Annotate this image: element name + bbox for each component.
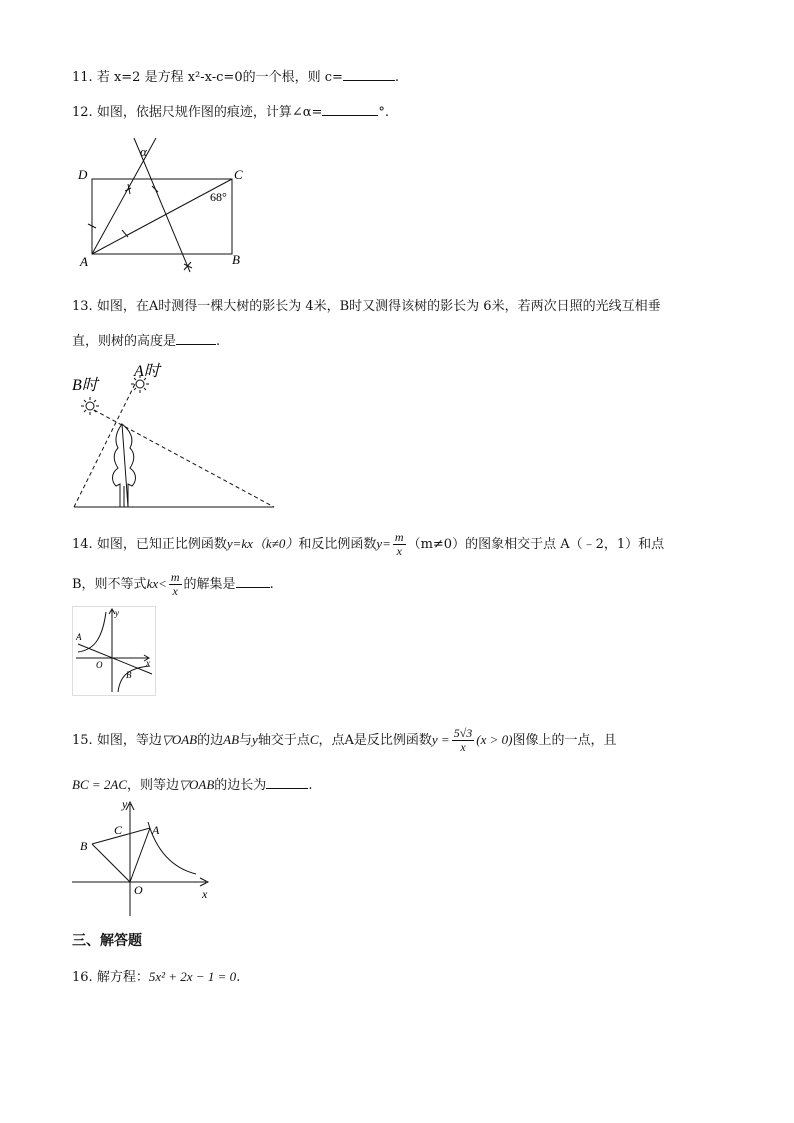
q15-fn-fraction <box>452 727 475 754</box>
question-13-line-1 <box>72 298 661 316</box>
hyperbola-right <box>118 666 150 692</box>
q13-text-2: 直，则树的高度是 <box>72 334 177 349</box>
q15-c: C <box>309 732 319 747</box>
q12-end: °. <box>378 105 390 120</box>
label-b: B <box>80 839 88 853</box>
figure-14-function-graph <box>72 606 156 696</box>
label-a: A <box>152 823 160 837</box>
q14-inverse-fraction <box>393 531 406 558</box>
q15-answer-blank[interactable] <box>266 774 308 789</box>
q12-number: 12. <box>72 105 93 120</box>
label-y: y <box>115 608 119 618</box>
q15-mid3: 轴交于点 <box>257 733 310 748</box>
q14-inequality-fraction <box>169 571 182 598</box>
question-11 <box>72 66 399 87</box>
label-b-time: B时 <box>72 377 98 394</box>
q14-pre: 如图，已知正比例函数 <box>96 537 227 552</box>
q15-line2-post: 的边长为 <box>214 778 267 793</box>
q14-inverse-numerator: m <box>394 530 404 544</box>
arc-mark <box>184 262 191 270</box>
label-c: C <box>234 167 243 182</box>
q11-number: 11. <box>72 70 93 85</box>
q15-ab: AB <box>223 732 240 747</box>
figure-15-equilateral-triangle <box>72 796 222 920</box>
q13-number: 13. <box>72 299 93 314</box>
side-ob <box>92 844 130 882</box>
q15-fn-numerator: 5√3 <box>453 726 473 740</box>
q15-number: 15. <box>72 733 93 748</box>
label-x: x <box>146 658 150 668</box>
q13-text-1: 如图，在A时测得一棵大树的影长为 4米，B时又测得该树的影长为 6米，若两次日照的光线互相垂 <box>96 299 661 314</box>
label-angle-68: 68° <box>210 190 227 204</box>
label-d: D <box>78 167 88 182</box>
q15-mid1: 的边 <box>197 733 224 748</box>
question-15-line-1 <box>72 726 617 755</box>
q13-answer-blank[interactable] <box>176 330 216 345</box>
q14-ineq-denominator: x <box>169 584 182 598</box>
q15-line2-mid: ，则等边 <box>127 778 180 793</box>
q16-text: 解方程： <box>96 970 149 985</box>
question-14-line-2 <box>72 570 274 599</box>
label-o: O <box>96 660 103 670</box>
question-16 <box>72 968 240 987</box>
q14-linear-function: y=kx（k≠0） <box>226 536 299 551</box>
figure-12-rectangle-construction <box>72 134 262 280</box>
arc-mark <box>152 186 158 192</box>
q15-fn-denominator: x <box>452 740 475 754</box>
q13-end: . <box>216 334 221 349</box>
q14-end: . <box>269 577 274 592</box>
q14-line2-pre: B，则不等式 <box>72 577 147 592</box>
q15-post: 图像上的一点，且 <box>512 733 617 748</box>
label-a: A <box>76 632 82 642</box>
q14-inverse-denominator: x <box>393 544 406 558</box>
q11-text: 若 x=2 是方程 x²-x-c=0的一个根，则 c= <box>96 70 343 85</box>
q14-answer-blank[interactable] <box>236 573 270 588</box>
q16-equation: 5x² + 2x − 1 = 0 <box>148 969 237 984</box>
q15-fn-condition: (x > 0) <box>476 732 513 747</box>
q15-fn-y: y = <box>431 732 450 747</box>
q14-mid: 和反比例函数 <box>298 537 377 552</box>
q12-text: 如图，依据尺规作图的痕迹，计算∠α= <box>96 105 323 120</box>
q15-triangle: ▽OAB <box>161 732 198 747</box>
q15-line2-triangle: ▽OAB <box>179 777 215 792</box>
q14-inequality: kx< <box>146 576 167 591</box>
figure-13-tree-shadow <box>70 362 280 512</box>
label-x: x <box>202 887 208 901</box>
label-c: C <box>114 823 123 837</box>
label-b: B <box>126 670 132 680</box>
q14-line2-post: 的解集是 <box>183 577 236 592</box>
side-oa <box>130 828 150 882</box>
question-15-line-2 <box>72 774 312 795</box>
q15-end: . <box>308 778 313 793</box>
q16-number: 16. <box>72 970 93 985</box>
q15-y: y <box>252 732 258 747</box>
q14-number: 14. <box>72 537 93 552</box>
question-13-line-2 <box>72 330 220 351</box>
q14-post: 的图象相交于点 A（﹣2，1）和点 <box>465 537 665 552</box>
q15-mid2: 与 <box>239 733 253 748</box>
q15-bc-equation: BC = 2AC <box>72 777 127 792</box>
q16-end: . <box>236 970 241 985</box>
q15-pre: 如图，等边 <box>96 733 162 748</box>
sun-b-icon <box>81 397 99 415</box>
q15-mid4: ，点A是反比例函数 <box>318 733 432 748</box>
label-o: O <box>134 883 143 897</box>
label-a-time: A时 <box>134 363 160 380</box>
label-a: A <box>80 254 88 269</box>
label-b: B <box>232 252 240 267</box>
question-12 <box>72 101 389 122</box>
q14-inverse-y: y= <box>376 536 391 551</box>
label-alpha: α <box>140 144 147 159</box>
q12-answer-blank[interactable] <box>322 101 378 116</box>
question-14-line-1 <box>72 530 664 559</box>
section-3-heading: 三、解答题 <box>72 933 142 949</box>
q11-answer-blank[interactable] <box>343 66 395 81</box>
q11-end: . <box>394 70 400 85</box>
q14-ineq-numerator: m <box>170 570 180 584</box>
label-y: y <box>122 797 128 811</box>
q14-inverse-condition: （m≠0） <box>407 537 466 552</box>
